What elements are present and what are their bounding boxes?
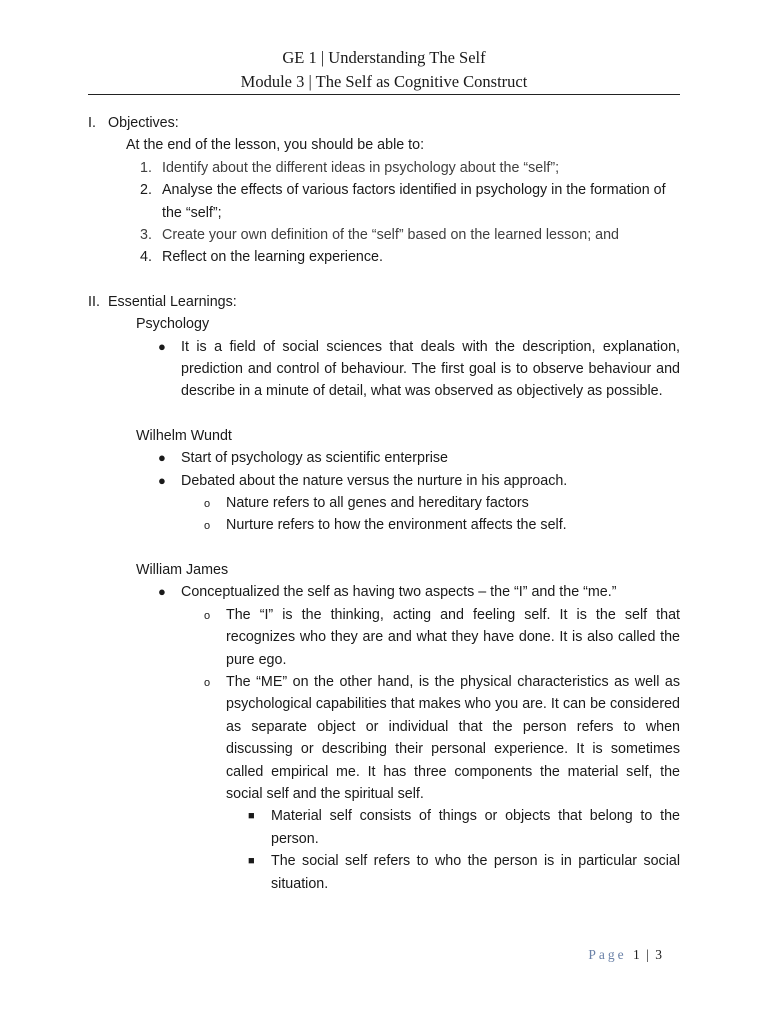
essential-learnings-heading	[88, 291, 680, 313]
sub-bullet-item	[88, 492, 680, 514]
page-separator: |	[646, 947, 649, 962]
item-number: 3.	[140, 227, 152, 244]
bullet-text: Conceptualized the self as having two aspects – the “I” and the “me.”	[181, 584, 617, 601]
objectives-heading	[88, 112, 680, 134]
james-heading: William James	[136, 561, 229, 578]
item-text: Analyse the effects of various factors identified in psychology in the formation of the “self”;	[162, 182, 666, 221]
bullet-item	[88, 447, 680, 469]
square-bullet-text: Material self consists of things or objects that belong to the person.	[271, 808, 680, 847]
page-total: 3	[655, 947, 662, 962]
bullet-item	[88, 581, 680, 603]
item-text: Identify about the different ideas in psychology about the “self”;	[162, 159, 560, 176]
wundt-heading: Wilhelm Wundt	[136, 427, 232, 444]
header-divider	[88, 94, 680, 95]
item-text: Reflect on the learning experience.	[162, 249, 383, 266]
circle-bullet-icon: o	[204, 676, 211, 689]
module-title: Module 3 | The Self as Cognitive Construct	[240, 72, 528, 91]
bullet-icon: ●	[158, 472, 166, 488]
circle-bullet-icon: o	[204, 498, 211, 511]
bullet-text: Debated about the nature versus the nurture in his approach.	[181, 472, 568, 489]
circle-bullet-icon: o	[204, 609, 211, 622]
section-number: I.	[88, 115, 96, 131]
item-text: Create your own definition of the “self” based on the learned lesson; and	[162, 227, 619, 244]
objective-item	[88, 179, 680, 224]
page-footer	[588, 944, 662, 966]
sub-bullet-text: Nurture refers to how the environment affects the self.	[226, 517, 567, 534]
objectives-intro: At the end of the lesson, you should be able to:	[126, 137, 425, 154]
page-number: 1	[633, 947, 640, 962]
sub-bullet-text: The “I” is the thinking, acting and feeling self. It is the self that recognizes who they are and what they have done. It is also called the pure ego.	[226, 606, 680, 668]
bullet-icon: ●	[158, 584, 166, 600]
sub-bullet-text: The “ME” on the other hand, is the physical characteristics as well as psychological capabilities that makes who you are. It can be considered as separate object or individual that the person refers to when discussing or describing their personal experience. It is sometimes called empirical me. It has three components the material self, the social self and the spiritual self.	[226, 673, 680, 802]
page-label: Page	[588, 947, 627, 962]
sub-bullet-item	[88, 671, 680, 805]
sub-bullet-item	[88, 514, 680, 536]
square-bullet-item	[88, 850, 680, 895]
square-bullet-icon: ■	[248, 810, 255, 823]
item-number: 1.	[140, 159, 152, 176]
circle-bullet-icon: o	[204, 520, 211, 533]
psychology-heading: Psychology	[136, 316, 210, 333]
section-title: Objectives:	[108, 115, 179, 131]
bullet-item	[88, 336, 680, 403]
document-header	[88, 46, 680, 94]
bullet-text: Start of psychology as scientific enterprise	[181, 450, 448, 467]
bullet-text: It is a field of social sciences that deals with the description, explanation, prediction and control of behaviour. The first goal is to observe behaviour and describe in a minute of detail, what was observed as objectively as possible.	[181, 338, 680, 400]
bullet-item	[88, 470, 680, 492]
objective-item	[88, 224, 680, 246]
item-number: 2.	[140, 182, 152, 199]
objective-item	[88, 157, 680, 179]
item-number: 4.	[140, 249, 152, 266]
sub-bullet-item	[88, 604, 680, 671]
square-bullet-text: The social self refers to who the person is in particular social situation.	[271, 853, 680, 892]
sub-bullet-text: Nature refers to all genes and hereditary factors	[226, 495, 529, 512]
section-title: Essential Learnings:	[108, 293, 237, 310]
square-bullet-item	[88, 805, 680, 850]
bullet-icon: ●	[158, 450, 166, 466]
course-title: GE 1 | Understanding The Self	[282, 48, 486, 67]
section-number: II.	[88, 293, 100, 310]
document-body	[88, 112, 680, 895]
square-bullet-icon: ■	[248, 855, 255, 868]
objective-item	[88, 246, 680, 268]
bullet-icon: ●	[158, 338, 166, 354]
